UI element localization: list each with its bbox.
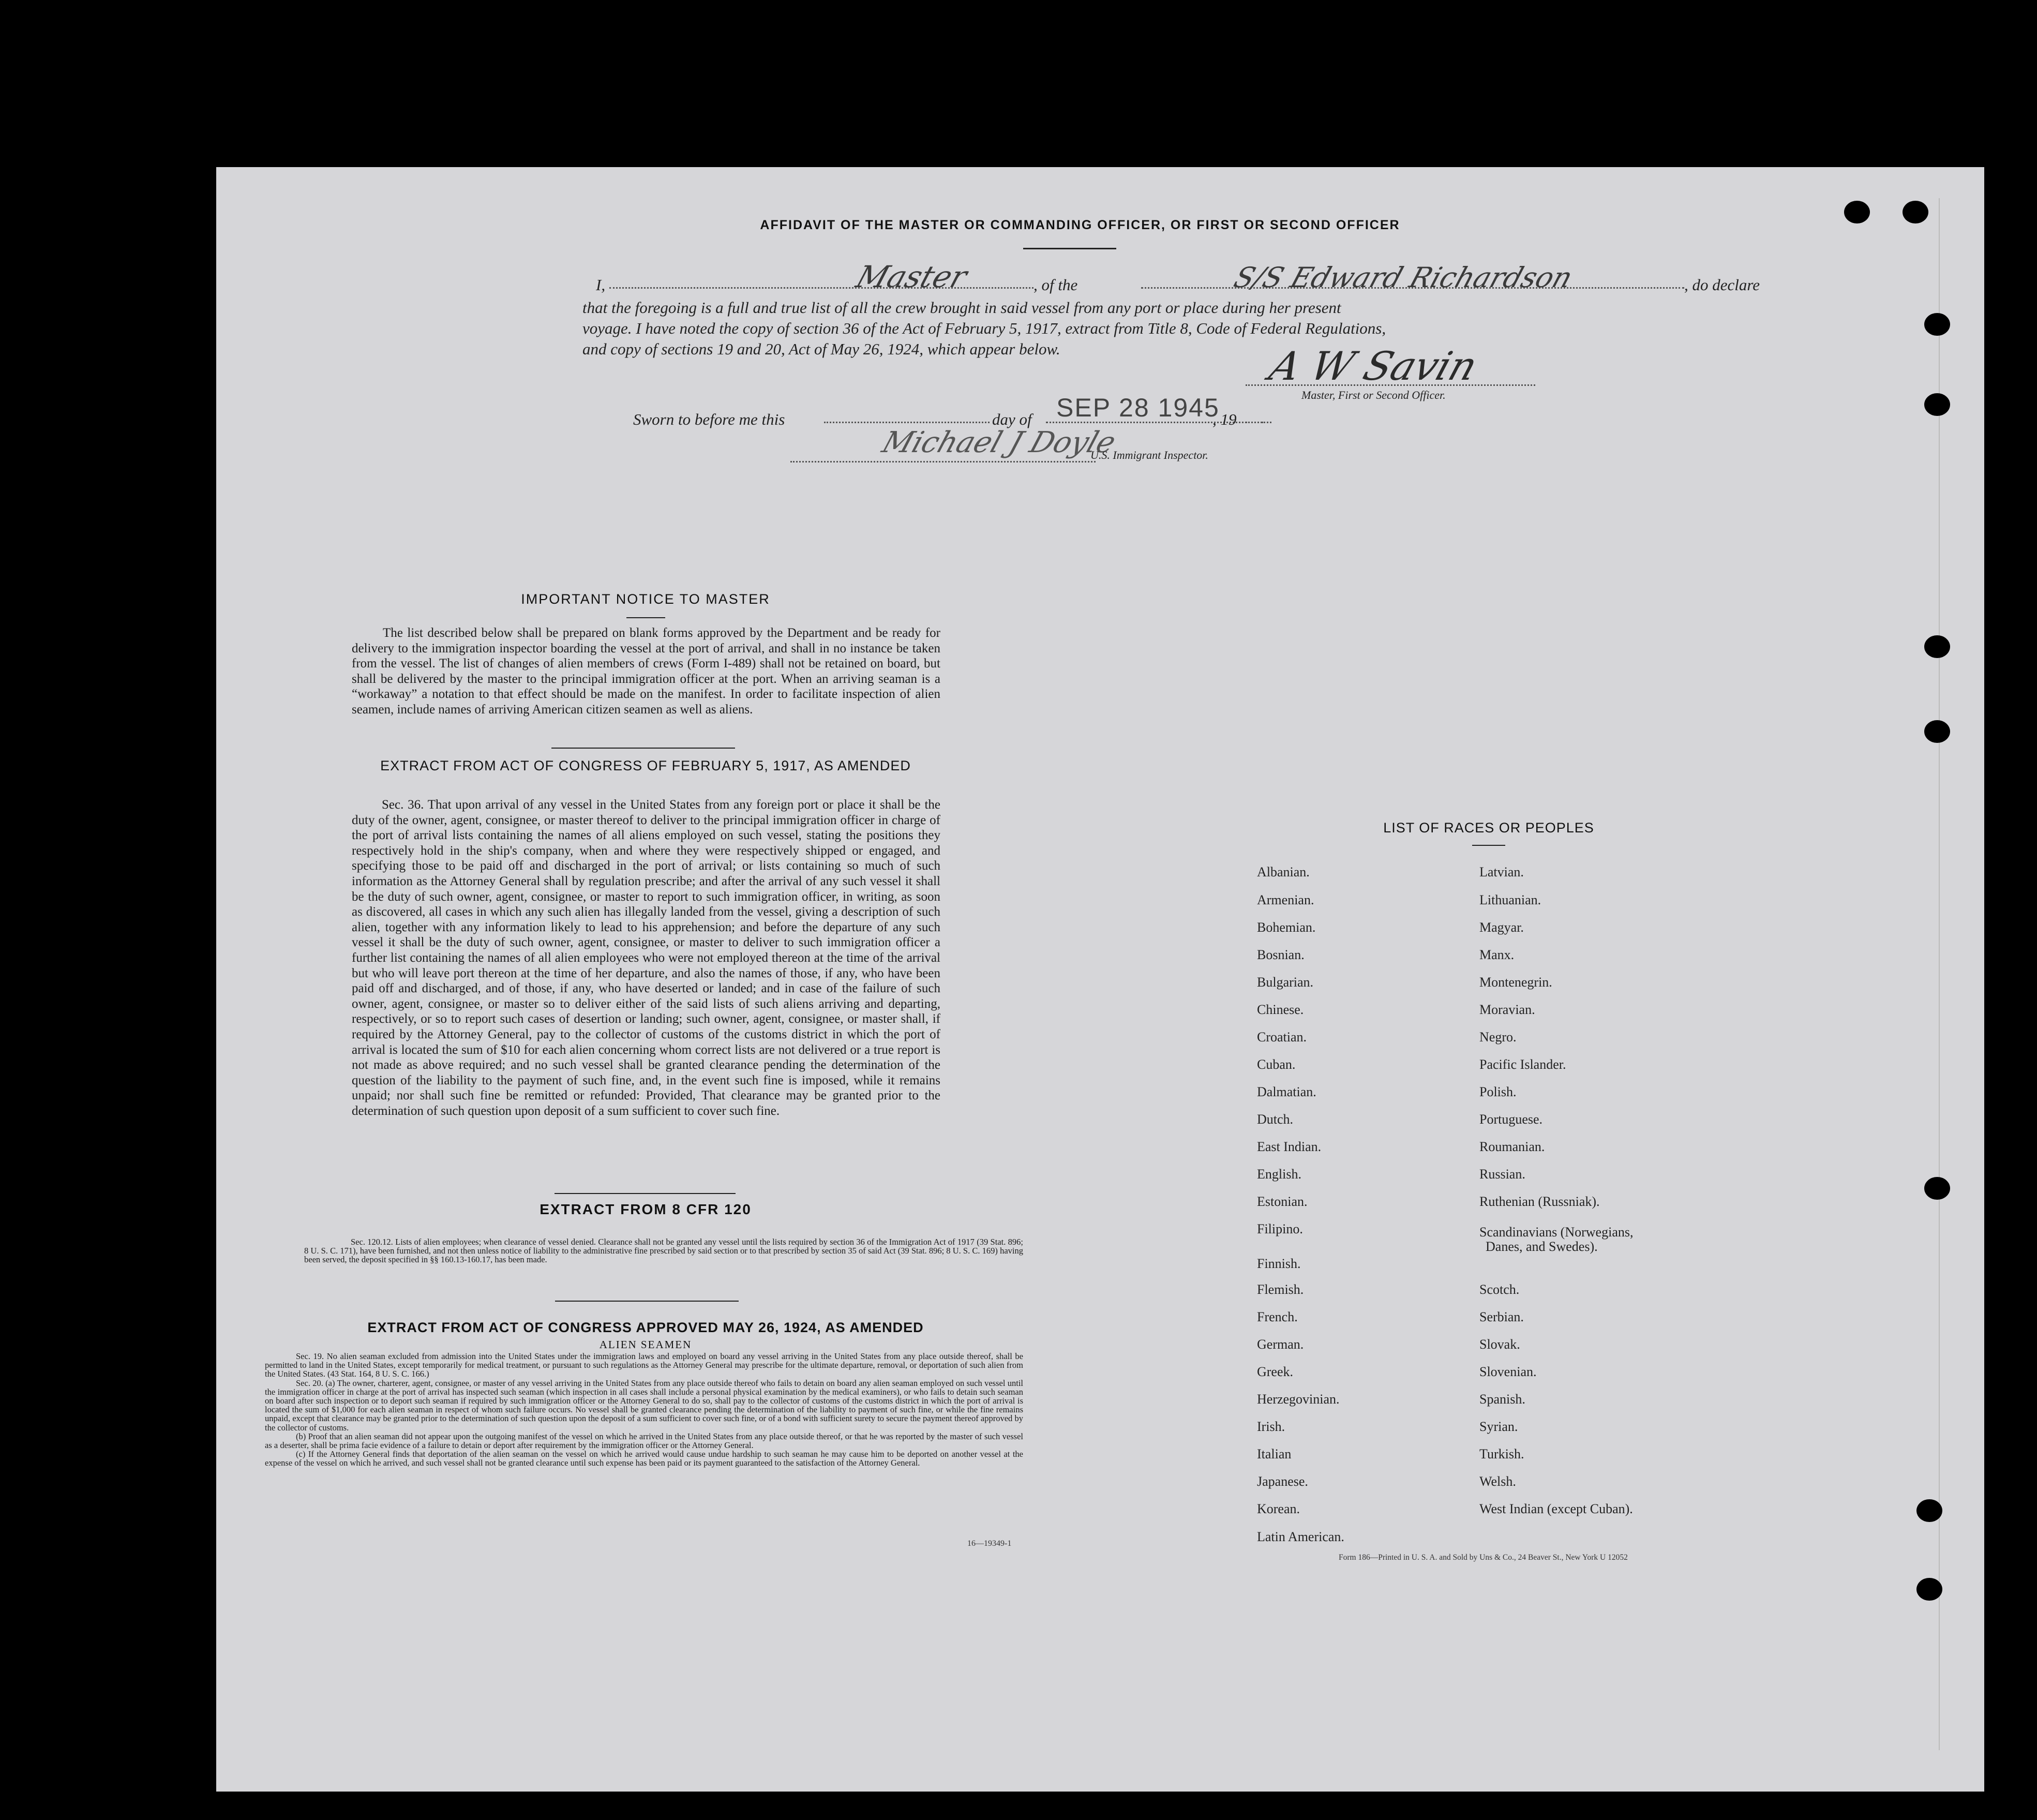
title-underline [1023,248,1116,249]
affidavit-body-line-1: that the foregoing is a full and true list of all the crew brought in said vessel from any port or place during her present [582,299,1341,317]
extract-1917-title: EXTRACT FROM ACT OF CONGRESS OF FEBRUARY 5, 1917, AS AMENDED [380,758,911,773]
race-item: Croatian. [1257,1030,1307,1045]
race-item: Latin American. [1257,1529,1344,1544]
race-item: Moravian. [1479,1002,1535,1017]
race-item: Montenegrin. [1479,975,1552,990]
race-item: Finnish. [1257,1256,1301,1271]
punch-hole [1844,201,1870,223]
race-item: Magyar. [1479,920,1524,935]
race-item: Albanian. [1257,864,1310,879]
race-item: Danes, and Swedes). [1486,1239,1598,1254]
punch-hole [1924,393,1950,416]
race-item: Pacific Islander. [1479,1057,1566,1072]
i-label: I, [596,276,606,294]
punch-hole [1924,720,1950,743]
race-item: Polish. [1479,1084,1517,1099]
inspector-signature: Michael J Doyle [878,426,1120,459]
race-item: Filipino. [1257,1221,1303,1236]
race-item: Korean. [1257,1501,1300,1516]
race-item: East Indian. [1257,1139,1322,1154]
sec20b-text: (b) Proof that an alien seaman did not appear upon the outgoing manifest of the vessel on which he arrived in the United States from any place outside thereof, or that he was reported by the master of such vessel as a deserter, shall be prima facie evidence of a failure to detain or deport after requirement by the immigration officer or the Attorney General. [265,1431,1023,1451]
notice-title-rule [626,617,665,618]
affidavit-body-line-3: and copy of sections 19 and 20, Act of May 26, 1924, which appear below. [582,340,1060,358]
extract-1924-body [265,1352,1023,1468]
race-item: Chinese. [1257,1002,1304,1017]
master-signature: A W Savin [1264,343,1484,389]
race-item: Turkish. [1479,1446,1524,1461]
notice-text: The list described below shall be prepared on blank forms approved by the Department and be ready for delivery to the immigration inspector boarding the vessel at the port of arrival, and shall in no instance be taken from the vessel. The list of changes of alien members of crews (Form I-489) shall not be retained on board, but shall be delivered by the master to the principal immigration officer at the port. When an arriving seaman is a “workaway” a notation to that effect should be made on the manifest. In order to facilitate inspection of alien seamen, include names of arriving American citizen seamen as well as aliens. [352,626,940,717]
race-item: Dalmatian. [1257,1084,1316,1099]
races-title-rule [1472,845,1505,846]
affidavit-body-line-2: voyage. I have noted the copy of section 36 of the Act of February 5, 1917, extract from Title 8, Code of Federal Regulations, [582,319,1386,337]
day-of-label: day of [992,410,1032,428]
race-item: Scandinavians (Norwegians, [1479,1225,1634,1240]
race-item: Irish. [1257,1419,1285,1434]
race-item: Lithuanian. [1479,892,1541,907]
inspector-caption: U.S. Immigrant Inspector. [1090,449,1208,461]
races-title: LIST OF RACES OR PEOPLES [1383,820,1594,836]
signature-caption: Master, First or Second Officer. [1301,389,1446,401]
extract-1924-subtitle: ALIEN SEAMEN [599,1338,692,1351]
notice-title: IMPORTANT NOTICE TO MASTER [521,591,770,607]
race-item: Manx. [1479,947,1515,962]
race-item: Greek. [1257,1364,1294,1379]
notice-rule [551,748,735,749]
cfr-title: EXTRACT FROM 8 CFR 120 [540,1201,752,1217]
race-item: Negro. [1479,1030,1517,1045]
race-item: Syrian. [1479,1419,1518,1434]
extract-1917-rule [555,1193,736,1194]
race-item: German. [1257,1337,1304,1352]
race-item: Ruthenian (Russniak). [1479,1194,1600,1209]
punch-hole [1924,1177,1950,1200]
race-item: Roumanian. [1479,1139,1545,1154]
cfr-rule [555,1301,739,1302]
punch-hole [1924,313,1950,336]
footer-form-note: Form 186—Printed in U. S. A. and Sold by Uns & Co., 24 Beaver St., New York U 12052 [1339,1553,1628,1562]
date-stamp: SEP 28 1945 [1056,393,1220,422]
name-handwriting: Master [851,259,972,294]
race-item: West Indian (except Cuban). [1479,1501,1633,1516]
extract-1917-text: Sec. 36. That upon arrival of any vessel in the United States from any foreign port or place it shall be the duty of the owner, agent, consignee, or master thereof to deliver to the principal immigration officer in charge of the port of arrival lists containing the names of all aliens employed on such vessel, stating the positions they respectively hold in the ship's company, when and where they were respectively shipped or engaged, and specifying those to be paid off and discharged in the port of arrival; or lists containing so much of such information as the Attorney General shall by regulation prescribe; and after the arrival of any such vessel it shall be the duty of such owner, agent, consignee, or master to report to such immigration officer, in writing, as soon as discovered, all cases in which any such alien has illegally landed from the vessel, giving a description of such alien, together with any information likely to lead to his apprehension; and before the departure of any such vessel it shall be the duty of such owner, agent, consignee, or master to deliver to such immigration officer a further list containing the names of all alien employees who were not employed thereon at the time of the arrival but who will leave port thereon at the time of her departure, and also the names of those, if any, who have been paid off and discharged, and of those, if any, who have deserted or landed; and in case of the failure of such owner, agent, consignee, or master so to deliver either of the said lists of such aliens arriving and departing, respectively, or so to report such cases of desertion or landing; such owner, agent, consignee, or master shall, if required by the Attorney General, pay to the collector of customs of the customs district in which the port of arrival is located the sum of $10 for each alien concerning whom correct lists are not delivered or a true report is not made as above required; and no such vessel shall be granted clearance pending the determination of the question of the liability to the payment of such fine, and, in the event such fine is imposed, while it remains unpaid; nor shall such fine be remitted or refunded: Provided, That clearance may be granted prior to the determination of such question upon deposit of a sum sufficient to cover such fine. [352,798,940,1118]
document-page [216,167,1984,1792]
race-item: Spanish. [1479,1392,1525,1407]
race-item: Flemish. [1257,1282,1304,1297]
race-item: Serbian. [1479,1309,1524,1324]
race-item: Bulgarian. [1257,975,1314,990]
year-suffix: , 19 [1212,410,1237,428]
race-item: Scotch. [1479,1282,1520,1297]
of-the-label: , of the [1034,276,1078,294]
race-item: Slovak. [1479,1337,1520,1352]
race-item: Welsh. [1479,1474,1516,1489]
sworn-label: Sworn to before me this [633,410,785,428]
extract-1924-title: EXTRACT FROM ACT OF CONGRESS APPROVED MAY 26, 1924, AS AMENDED [367,1320,924,1335]
inspector-line [790,461,1096,463]
do-declare-label: , do declare [1684,276,1760,294]
punch-hole [1903,201,1928,223]
race-item: Latvian. [1479,864,1524,879]
vessel-handwriting: S/S Edward Richardson [1230,261,1577,294]
race-item: Bosnian. [1257,947,1305,962]
race-item: Armenian. [1257,892,1314,907]
signature-line [1246,384,1535,386]
punch-hole [1916,1578,1942,1601]
race-item: Italian [1257,1446,1292,1461]
race-item: Bohemian. [1257,920,1316,935]
race-item: Slovenian. [1479,1364,1537,1379]
sworn-day-blank [824,422,990,423]
sec19-text: Sec. 19. No alien seaman excluded from admission into the United States under the immigration laws and employed on board any vessel arriving in the United States from any place outside thereof, shall be permitted to land in the United States, except temporarily for medical treatment, or pursuant to such regulations as the Attorney General may prescribe for the ultimate departure, removal, or deportation of such alien from the United States. (43 Stat. 164, 8 U. S. C. 166.) [265,1351,1023,1379]
race-item: Portuguese. [1479,1112,1543,1127]
race-item: Dutch. [1257,1112,1294,1127]
sworn-year-blank [1246,422,1271,423]
race-item: Herzegovinian. [1257,1392,1340,1407]
race-item: Japanese. [1257,1474,1308,1489]
name-blank [609,287,1034,289]
race-item: Estonian. [1257,1194,1308,1209]
cfr-text: Sec. 120.12. Lists of alien employees; when clearance of vessel denied. Clearance shall not be granted any vessel until the lists required by section 36 of the Immigration Act of 1917 (39 Stat. 896; 8 U. S. C. 171), have been furnished, and not then unless notice of liability to the administrative fine prescribed by said section or to that prescribed by section 35 of said Act (39 Stat. 896; 8 U. S. C. 169) having been served, the deposit specified in §§ 160.13-160.17, has been made. [304,1237,1023,1265]
sec20c-text: (c) If the Attorney General finds that deportation of the alien seaman on the vessel on which he arrived would cause undue hardship to such seaman he may cause him to be deported on another vessel at the expense of the vessel on which he arrived, and such vessel shall not be granted clearance until such expense has been paid or its payment guaranteed to the satisfaction of the Attorney General. [265,1449,1023,1468]
race-item: Cuban. [1257,1057,1296,1072]
punch-hole [1924,635,1950,658]
punch-hole [1916,1499,1942,1522]
race-item: Russian. [1479,1167,1525,1182]
form-code: 16—19349-1 [967,1539,1012,1548]
affidavit-title: AFFIDAVIT OF THE MASTER OR COMMANDING OFFICER, OR FIRST OR SECOND OFFICER [760,218,1400,232]
sec20a-text: Sec. 20. (a) The owner, charterer, agent, consignee, or master of any vessel arriving in the United States from any place outside thereof who fails to detain on board any alien seaman employed on such vessel until the immigration officer in charge at the port of arrival has inspected such seaman (which inspection in all cases shall include a personal physical examination by the medical examiners), or who fails to detain such seaman on board after such inspection or to deport such seaman if required by such immigration officer or the Attorney General to do so, shall pay to the collector of customs of the customs district in which the port of arrival is located the sum of $1,000 for each alien seaman in respect of whom such failure occurs. No vessel shall be granted clearance pending the determination of the liability to payment of such fine, or while the fine remains unpaid, except that clearance may be granted prior to the determination of such question upon the deposit of a sum sufficient to cover such fine, or of a bond with sufficient surety to secure the payment thereof approved by the collector of customs. [265,1378,1023,1433]
race-item: French. [1257,1309,1298,1324]
race-item: English. [1257,1167,1301,1182]
